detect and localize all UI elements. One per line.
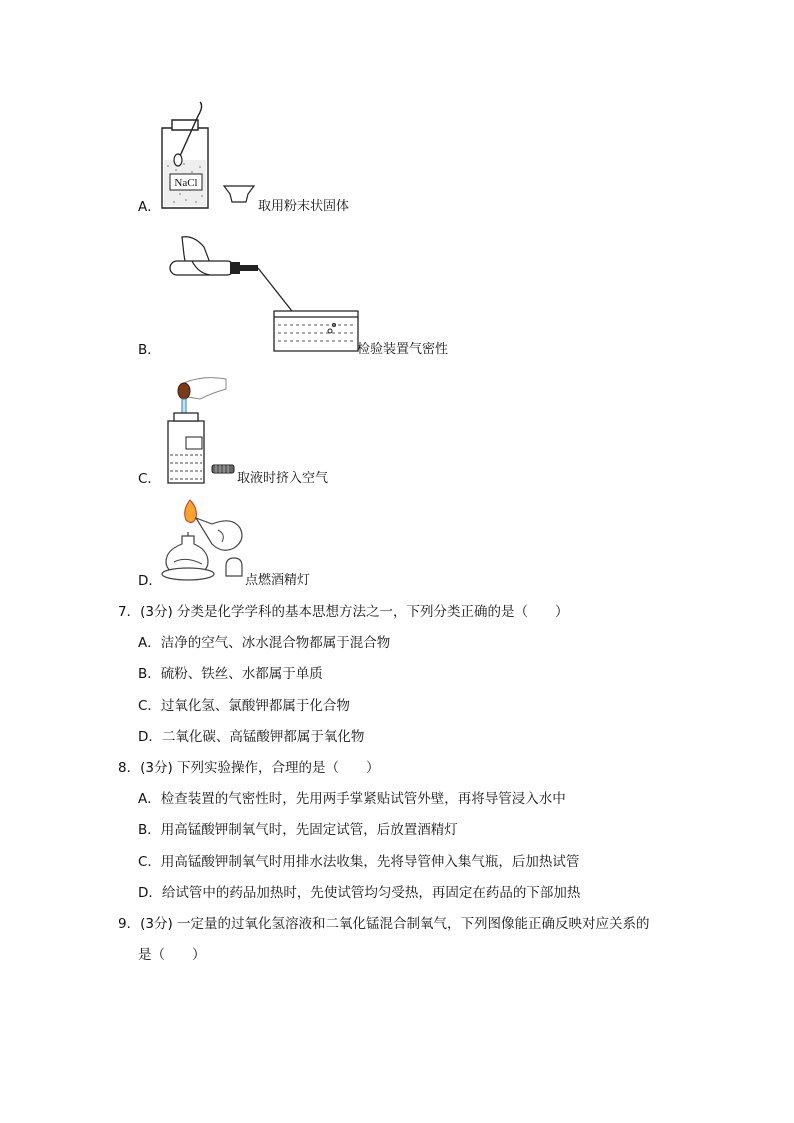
q8-option-d: D．给试管中的药品加热时，先使试管均匀受热，再固定在药品的下部加热 bbox=[138, 885, 581, 901]
q8-option-a: A．检查装置的气密性时，先用两手掌紧贴试管外壁，再将导管浸入水中 bbox=[138, 791, 566, 807]
alcohol-lamp-illustration bbox=[156, 496, 252, 586]
q7-option-c: C．过氧化氢、氯酸钾都属于化合物 bbox=[138, 698, 350, 714]
option-a-caption: 取用粉末状固体 bbox=[258, 199, 350, 214]
option-b-letter: B． bbox=[138, 342, 161, 358]
dropper-illustration bbox=[162, 375, 238, 485]
powder-bottle-illustration bbox=[158, 98, 258, 213]
q8-stem: 8．(3分) 下列实验操作，合理的是（ ） bbox=[118, 760, 380, 776]
airtightness-check-illustration bbox=[164, 233, 360, 353]
option-b-caption: 检验装置气密性 bbox=[357, 342, 449, 357]
q9-stem-line1: 9．(3分) 一定量的过氧化氢溶液和二氧化锰混合制氧气，下列图像能正确反映对应关系的 bbox=[118, 916, 650, 932]
option-a-letter: A． bbox=[138, 199, 161, 215]
q8-option-b: B．用高锰酸钾制氧气时，先固定试管，后放置酒精灯 bbox=[138, 822, 458, 838]
q7-option-a: A．洁净的空气、冰水混合物都属于混合物 bbox=[138, 635, 391, 651]
option-d-letter: D． bbox=[138, 573, 162, 589]
option-c-letter: C． bbox=[138, 471, 161, 487]
q7-option-b: B．硫粉、铁丝、水都属于单质 bbox=[138, 666, 323, 682]
bottle-label: NaCl bbox=[174, 177, 198, 189]
q7-stem: 7．(3分) 分类是化学学科的基本思想方法之一，下列分类正确的是（ ） bbox=[118, 604, 569, 620]
q7-option-d: D．二氧化碳、高锰酸钾都属于氧化物 bbox=[138, 729, 365, 745]
option-c-caption: 取液时挤入空气 bbox=[237, 471, 329, 486]
q9-stem-line2: 是（ ） bbox=[138, 947, 206, 963]
option-d-caption: 点燃酒精灯 bbox=[245, 573, 311, 588]
q8-option-c: C．用高锰酸钾制氧气时用排水法收集，先将导管伸入集气瓶，后加热试管 bbox=[138, 854, 580, 870]
